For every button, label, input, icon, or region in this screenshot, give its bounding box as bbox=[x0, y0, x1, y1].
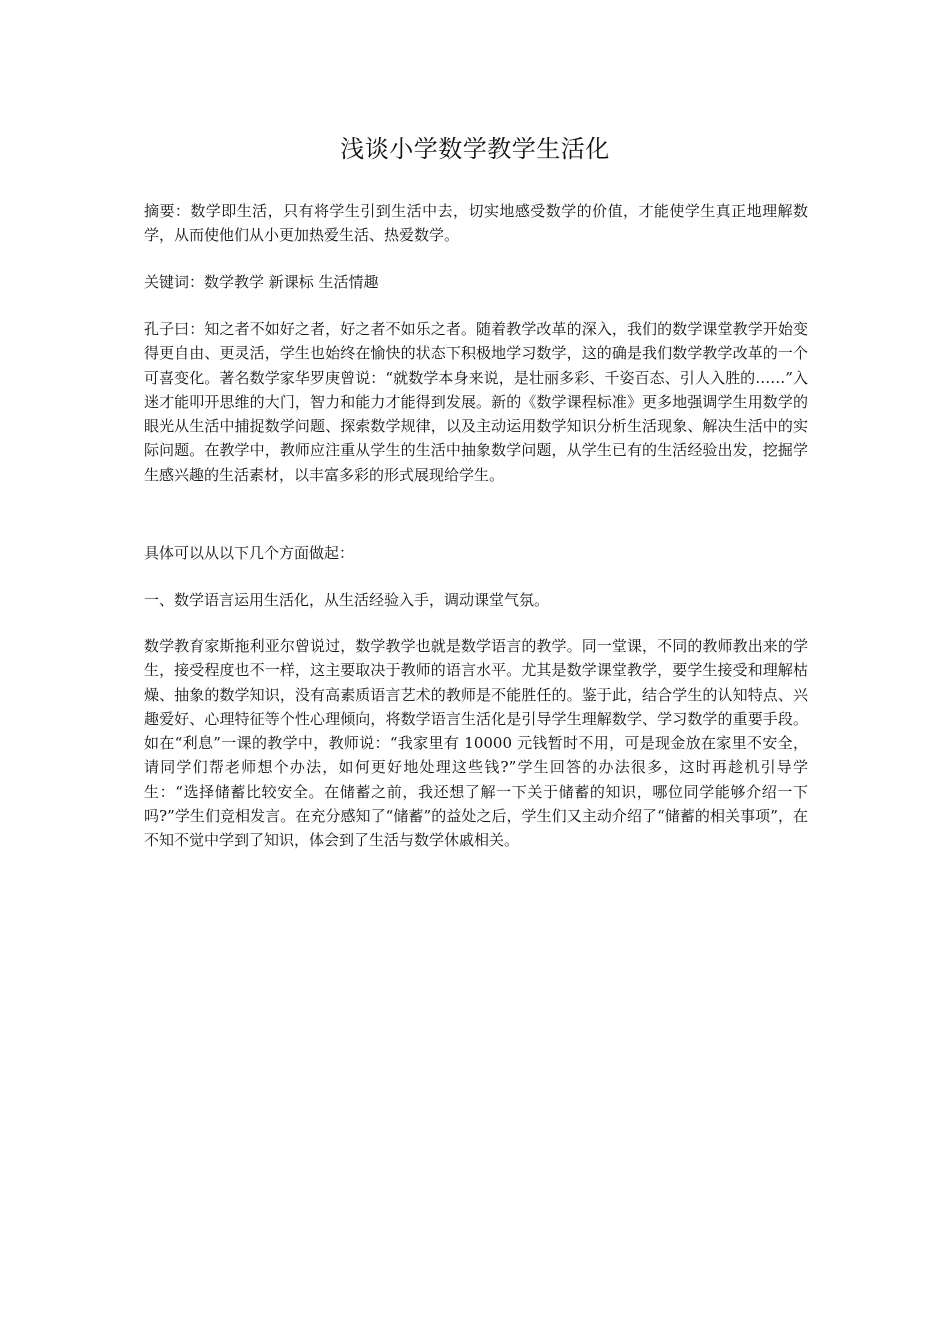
document-title: 浅谈小学数学教学生活化 bbox=[340, 135, 610, 163]
intro-paragraph: 孔子曰：知之者不如好之者，好之者不如乐之者。随着教学改革的深入，我们的数学课堂教学开始变得更自由、更灵活，学生也始终在愉快的状态下积极地学习数学，这的确是我们数学教学改革的一个可喜变化。著名数学家华罗庚曾说：“就数学本身来说，是壮丽多彩、千姿百态、引人入胜的……”入迷才能叩开思维的大门，智力和能力才能得到发展。新的《数学课程标准》更多地强调学生用数学的眼光从生活中捕捉数学问题、探索数学规律，以及主动运用数学知识分析生活现象、解决生活中的实际问题。在教学中，教师应注重从学生的生活中抽象数学问题，从学生已有的生活经验出发，挖掘学生感兴趣的生活素材，以丰富多彩的形式展现给学生。 bbox=[144, 320, 808, 484]
lead-line: 具体可以从以下几个方面做起： bbox=[144, 544, 355, 562]
abstract-paragraph: 摘要：数学即生活，只有将学生引到生活中去，切实地感受数学的价值，才能使学生真正地理解数学，从而使他们从小更加热爱生活、热爱数学。 bbox=[144, 202, 808, 245]
section-1-heading: 一、数学语言运用生活化，从生活经验入手，调动课堂气氛。 bbox=[144, 591, 550, 609]
keywords-line: 关键词：数学教学 新课标 生活情趣 bbox=[144, 273, 379, 291]
section-1-paragraph: 数学教育家斯拖利亚尔曾说过，数学教学也就是数学语言的教学。同一堂课，不同的教师教出来的学生，接受程度也不一样，这主要取决于教师的语言水平。尤其是数学课堂教学，要学生接受和理解枯燥、抽象的数学知识，没有高素质语言艺术的教师是不能胜任的。鉴于此，结合学生的认知特点、兴趣爱好、心理特征等个性心理倾向，将数学语言生活化是引导学生理解数学、学习数学的重要手段。如在“利息”一课的教学中，教师说：“我家里有 10000 元钱暂时不用，可是现金放在家里不安全，请同学们帮老师想个办法，如何更好地处理这些钱?”学生回答的办法很多，这时再趁机引导学生：“选择储蓄比较安全。在储蓄之前，我还想了解一下关于储蓄的知识，哪位同学能够介绍一下吗?”学生们竞相发言。在充分感知了“储蓄”的益处之后，学生们又主动介绍了“储蓄的相关事项”，在不知不觉中学到了知识，体会到了生活与数学休戚相关。 bbox=[144, 637, 808, 850]
